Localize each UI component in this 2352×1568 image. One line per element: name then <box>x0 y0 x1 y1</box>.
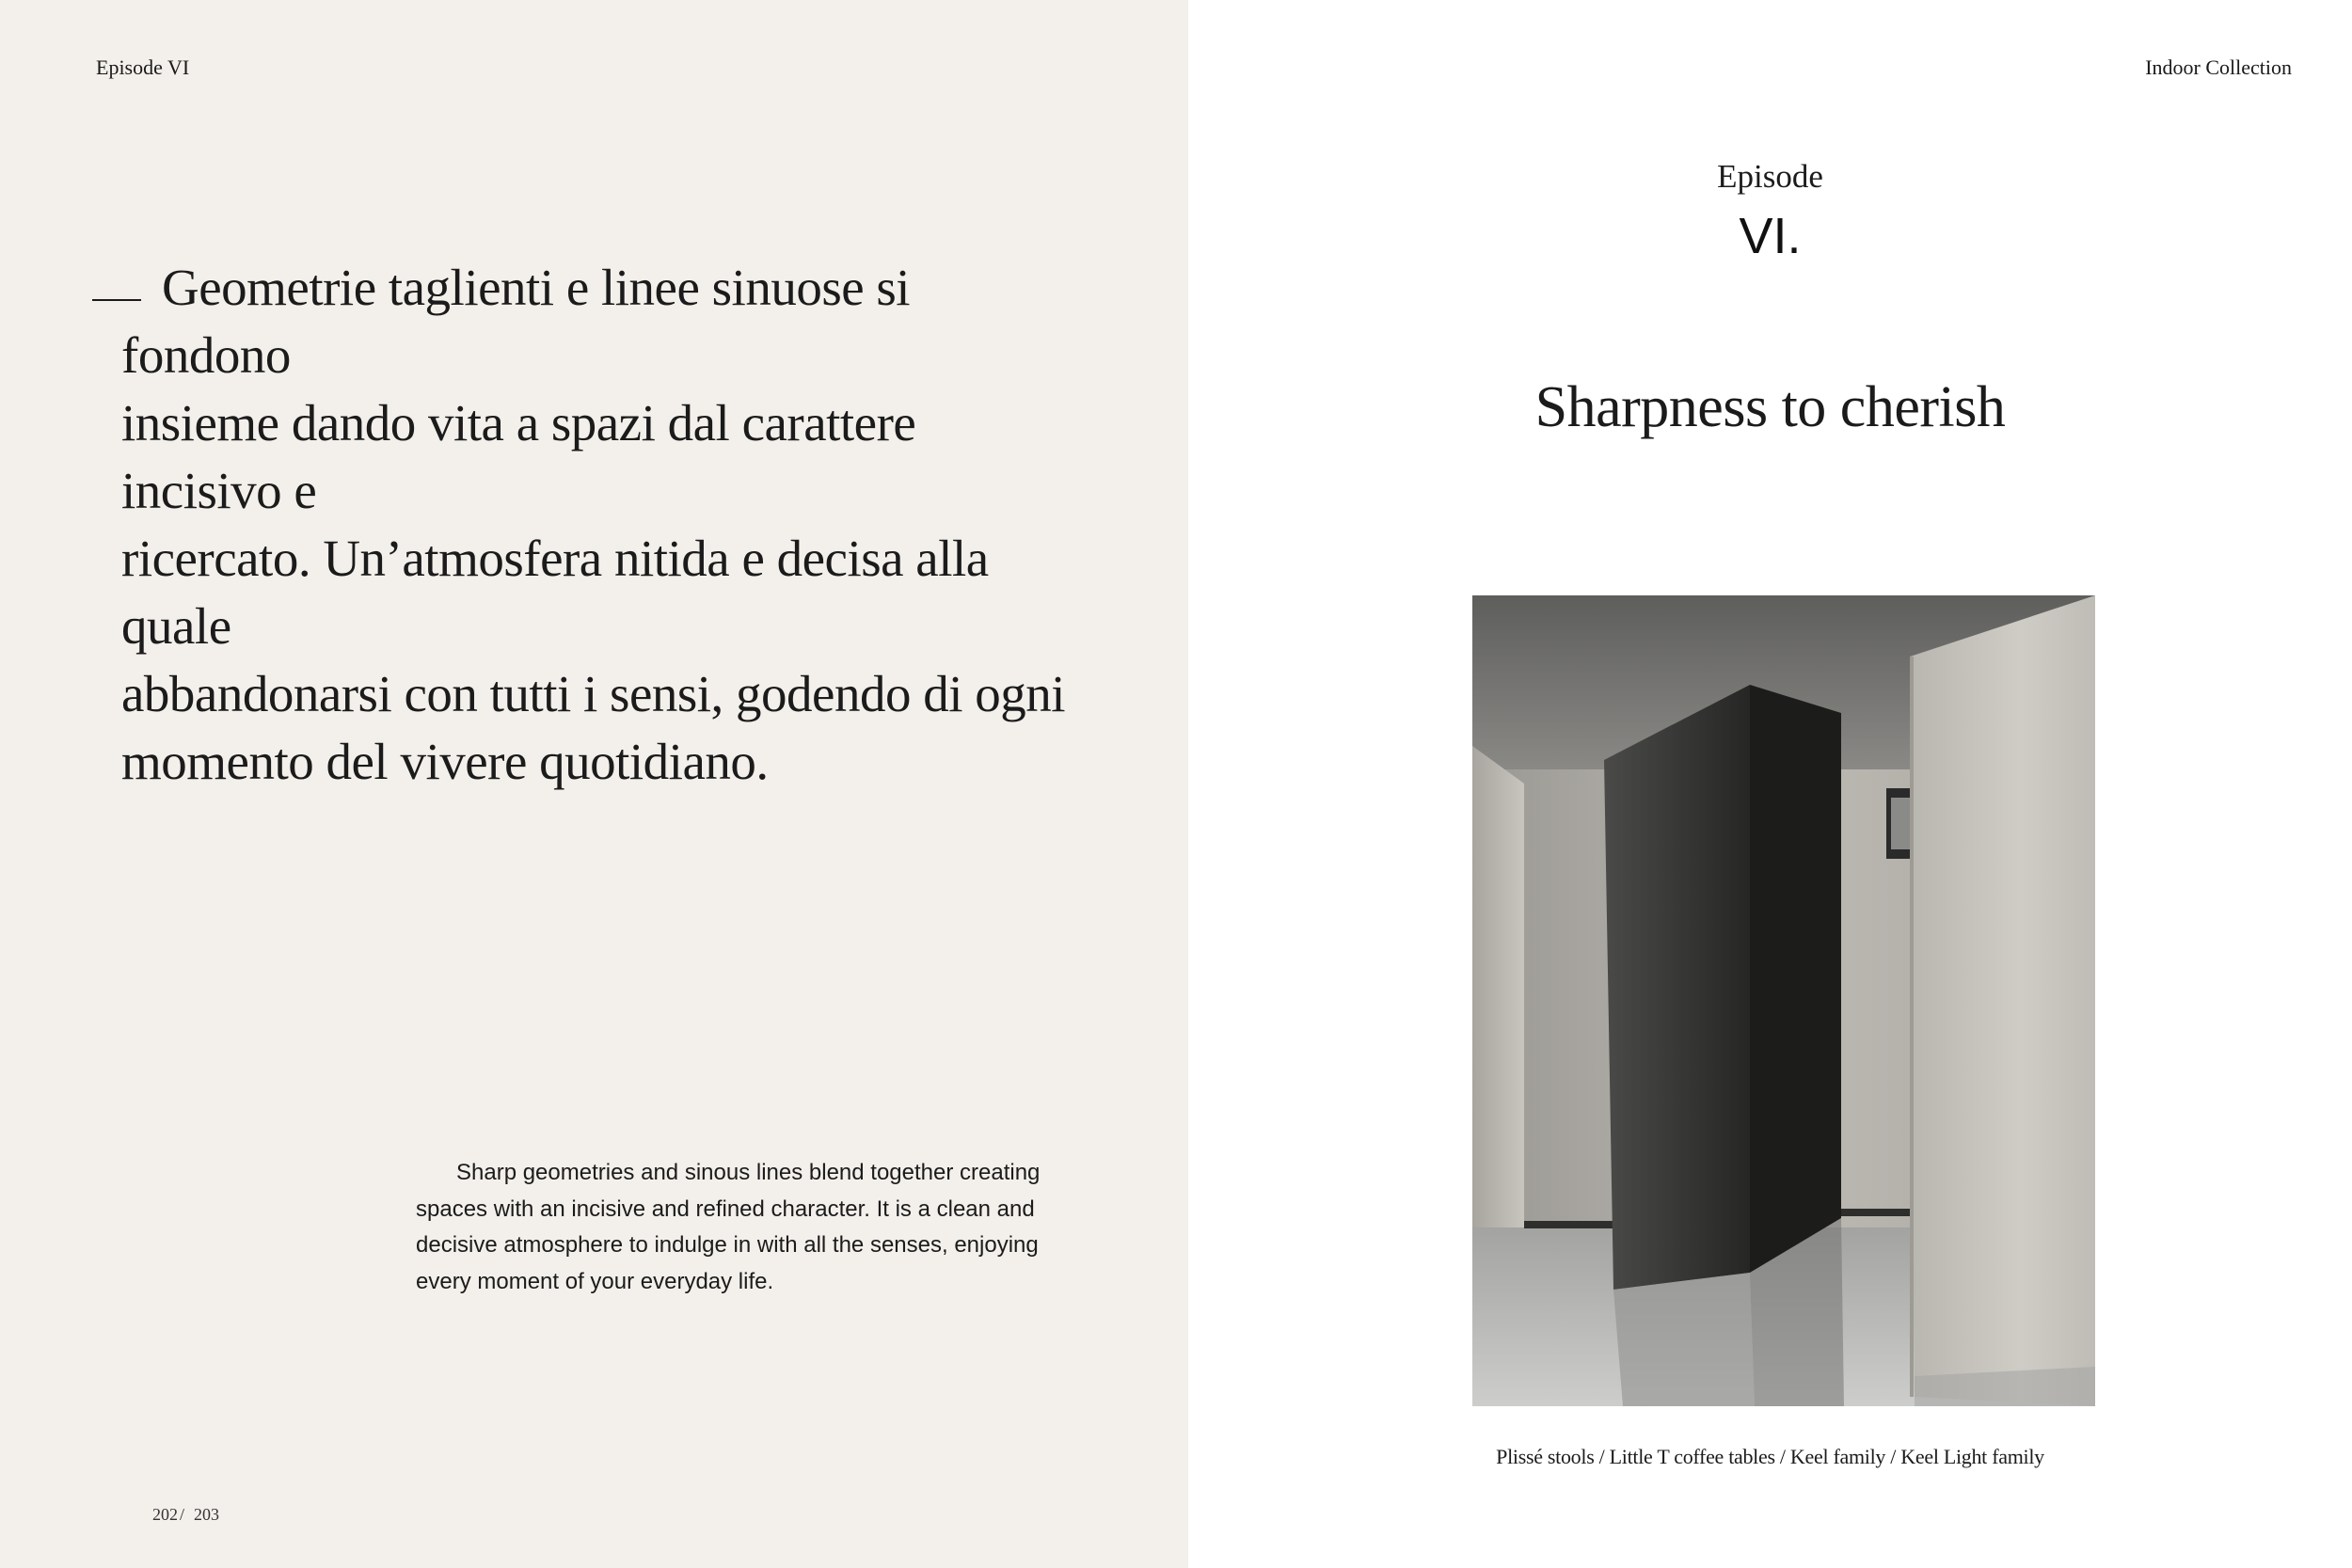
italian-quote <box>121 254 1081 796</box>
photo-caption: Plissé stools / Little T coffee tables / Keel family / Keel Light family <box>1496 1445 2044 1468</box>
right-page <box>1188 0 2352 1568</box>
running-head-episode: Episode VI <box>96 55 190 79</box>
quote-line: ricercato. Un’atmosfera nitida e decisa alla quale <box>121 530 989 655</box>
episode-number: VI. <box>1739 208 1802 264</box>
quote-line: insieme dando vita a spazi dal carattere incisivo e <box>121 394 916 519</box>
quote-line: Geometrie taglienti e linee sinuose si fondono <box>121 259 911 384</box>
english-body-text: Sharp geometries and sinous lines blend together creating spaces with an incisive and refined character. It is a clean and decisive atmosphere to indulge in with all the senses, enjoying every moment of your everyday life. <box>416 1160 1041 1294</box>
section-title: Sharpness to cherish <box>1534 375 2006 439</box>
quote-line: momento del vivere quotidiano. <box>121 733 769 790</box>
page-number-right: 203 <box>194 1505 220 1524</box>
running-head-collection: Indoor Collection <box>2145 55 2292 79</box>
page-number-left: 202 <box>152 1505 178 1524</box>
quote-line: abbandonarsi con tutti i sensi, godendo di ogni <box>121 665 1066 722</box>
episode-label: Episode <box>1717 158 1823 195</box>
page-number-separator: / <box>180 1505 185 1524</box>
interior-photo <box>1472 595 2095 1406</box>
page-numbers <box>152 1505 219 1525</box>
